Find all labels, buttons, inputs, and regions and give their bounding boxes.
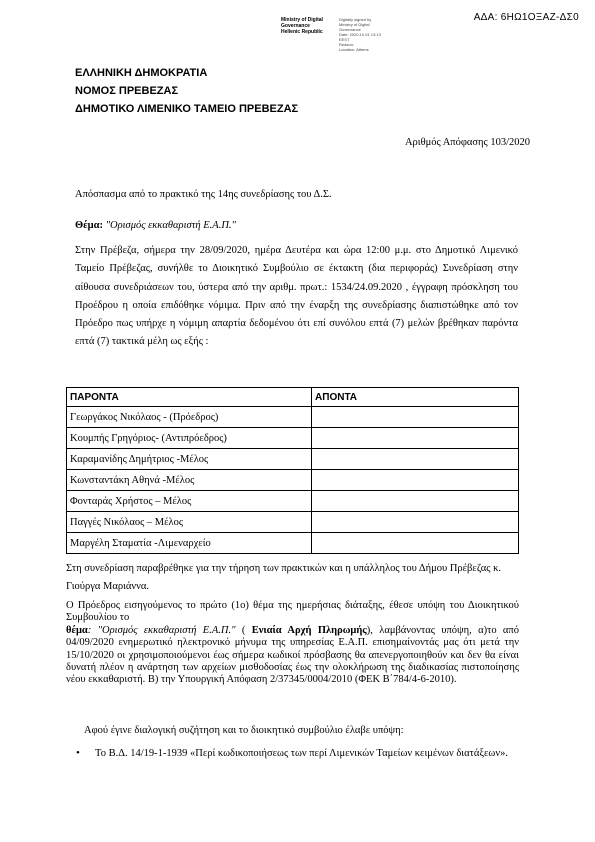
table-row bbox=[67, 407, 519, 428]
present-member: Καραμανίδης Δημήτριος -Μέλος bbox=[67, 449, 312, 470]
present-member: Παγγές Νικόλαος – Μέλος bbox=[67, 512, 312, 533]
decision-number: Αριθμός Απόφασης 103/2020 bbox=[404, 137, 530, 148]
list-item-text: Το Β.Δ. 14/19-1-1939 «Περί κωδικοποιήσεως των περί Λιμενικών Ταμείων κειμένων διατάξεων». bbox=[95, 748, 508, 759]
header-prefecture: ΝΟΜΟΣ ΠΡΕΒΕΖΑΣ bbox=[75, 85, 179, 97]
table-row bbox=[67, 428, 519, 449]
eap-close: ) bbox=[366, 624, 371, 636]
secretary-paragraph: Στη συνεδρίαση παραβρέθηκε για την τήρηση των πρακτικών και η υπάλληλος του Δήμου Πρέβεζας κ. Γιούργα Μαριάννα. bbox=[66, 563, 501, 592]
absent-member bbox=[312, 470, 519, 491]
list-item bbox=[76, 742, 525, 765]
document-header bbox=[75, 64, 298, 118]
excerpt-line: Απόσπασμα από το πρακτικό της 14ης συνεδρίασης του Δ.Σ. bbox=[75, 189, 332, 200]
header-absent: ΑΠΟΝΤΑ bbox=[312, 388, 519, 407]
absent-member bbox=[312, 491, 519, 512]
eap-open: ( bbox=[235, 624, 252, 636]
discussion-line: Αφού έγινε διαλογική συζήτηση και το διοικητικό συμβούλιο έλαβε υπόψη: bbox=[84, 725, 404, 736]
header-organization: ΔΗΜΟΤΙΚΟ ΛΙΜΕΝΙΚΟ ΤΑΜΕΙΟ ΠΡΕΒΕΖΑΣ bbox=[75, 103, 299, 115]
stamp-org-line: Ministry of Digital bbox=[281, 17, 323, 23]
subject-text: "Ορισμός εκκαθαριστή Ε.Α.Π." bbox=[105, 220, 236, 231]
subject-line bbox=[75, 220, 236, 231]
attendance-table bbox=[66, 387, 519, 554]
stamp-signature-details bbox=[339, 17, 439, 52]
ada-code: ΑΔΑ: 6ΗΩ1ΟΞΑΖ-ΔΣ0 bbox=[473, 12, 579, 23]
table-row bbox=[67, 533, 519, 554]
stamp-sig-line: EEST bbox=[339, 37, 350, 42]
present-member: Φονταράς Χρήστος – Μέλος bbox=[67, 491, 312, 512]
president-paragraph bbox=[66, 600, 519, 687]
absent-member bbox=[312, 449, 519, 470]
stamp-sig-line: Location: Athens bbox=[339, 47, 369, 52]
subject-label: Θέμα: bbox=[75, 220, 103, 231]
absent-member bbox=[312, 428, 519, 449]
stamp-sig-line: Date: 2020.10.01 13:13 bbox=[339, 32, 381, 37]
theme-label: θέμα bbox=[66, 624, 88, 636]
stamp-sig-line: Governance bbox=[339, 27, 361, 32]
stamp-sig-line: Reason: bbox=[339, 42, 354, 47]
header-present: ΠΑΡΟΝΤΑ bbox=[67, 388, 312, 407]
stamp-org bbox=[281, 17, 339, 35]
absent-member bbox=[312, 533, 519, 554]
present-member: Μαργέλη Σταματία -Λιμεναρχείο bbox=[67, 533, 312, 554]
bullet-icon: • bbox=[76, 747, 80, 759]
stamp-sig-line: Ministry of Digital bbox=[339, 22, 370, 27]
table-row bbox=[67, 449, 519, 470]
table-row bbox=[67, 512, 519, 533]
attendance-header-row bbox=[67, 388, 519, 407]
absent-member bbox=[312, 512, 519, 533]
eap-name: Ενιαία Αρχή Πληρωμής bbox=[251, 624, 367, 636]
considerations-list bbox=[76, 742, 525, 765]
president-intro: Ο Πρόεδρος εισηγούμενος το πρώτο (1ο) θέμα της ημερήσιας διάταξης, έθεσε υπόψη του Διοικητικού Συμβουλίου το bbox=[66, 600, 519, 624]
stamp-org-line: Hellenic Republic bbox=[281, 29, 323, 35]
header-republic: ΕΛΛΗΝΙΚΗ ΔΗΜΟΚΡΑΤΙΑ bbox=[75, 67, 208, 79]
president-rest: , λαμβάνοντας υπόψη, α)το από 04/09/2020 ενημερωτικό ηλεκτρονικό μήνυμα της υπηρεσίας Ε.Α.Π. επισημαίνοντάς μας ότι μετά την 15/10/2020 οι χρησιμοποιούμενοι έως σήμερα κωδικοί πρόσβασης θα απενεργοποιηθούν και δεν θα είναι δυνατή πλέον η ανάρτηση των αρχείων μισθοδοσίας έως την ολοκλήρωση της διαδικασίας πιστοποίησης νέου εκκαθαριστή. Β) την Υπουργική Απόφαση 2/37345/0004/2010 (ΦΕΚ Β΄784/4-6-2010). bbox=[66, 624, 519, 686]
intro-paragraph: Στην Πρέβεζα, σήμερα την 28/09/2020, ημέρα Δευτέρα και ώρα 12:00 μ.μ. στο Δημοτικό Λιμενικό Ταμείο Πρέβεζας, συνήλθε το Διοικητικό Συμβούλιο σε έκτακτη (δια περιφοράς) Συνεδρίαση στην αίθουσα συνεδριάσεων του, ύστερα από την αριθμ. πρωτ.: 1534/24.09.2020 , έγγραφη πρόσκληση του Προέδρου η οποία επιδόθηκε νόμιμα. Πριν από την έναρξη της συνεδρίασης διαπιστώθηκε από τον Πρόεδρο πως υπήρχε η νόμιμη απαρτία δεδομένου ότι επί συνόλου επτά (7) μελών βρέθηκαν παρόντα επτά (7) τακτικά μέλη ως εξής : bbox=[75, 245, 518, 348]
table-row bbox=[67, 491, 519, 512]
present-member: Κωνσταντάκη Αθηνά -Μέλος bbox=[67, 470, 312, 491]
stamp-org-line: Governance bbox=[281, 23, 310, 29]
present-member: Κουμπής Γρηγόριος- (Αντιπρόεδρος) bbox=[67, 428, 312, 449]
table-row bbox=[67, 470, 519, 491]
present-member: Γεωργάκος Νικόλαος - (Πρόεδρος) bbox=[67, 407, 312, 428]
absent-member bbox=[312, 407, 519, 428]
theme-text: : "Ορισμός εκκαθαριστή Ε.Α.Π." bbox=[87, 624, 236, 636]
stamp-sig-line: Digitally signed by bbox=[339, 17, 372, 22]
